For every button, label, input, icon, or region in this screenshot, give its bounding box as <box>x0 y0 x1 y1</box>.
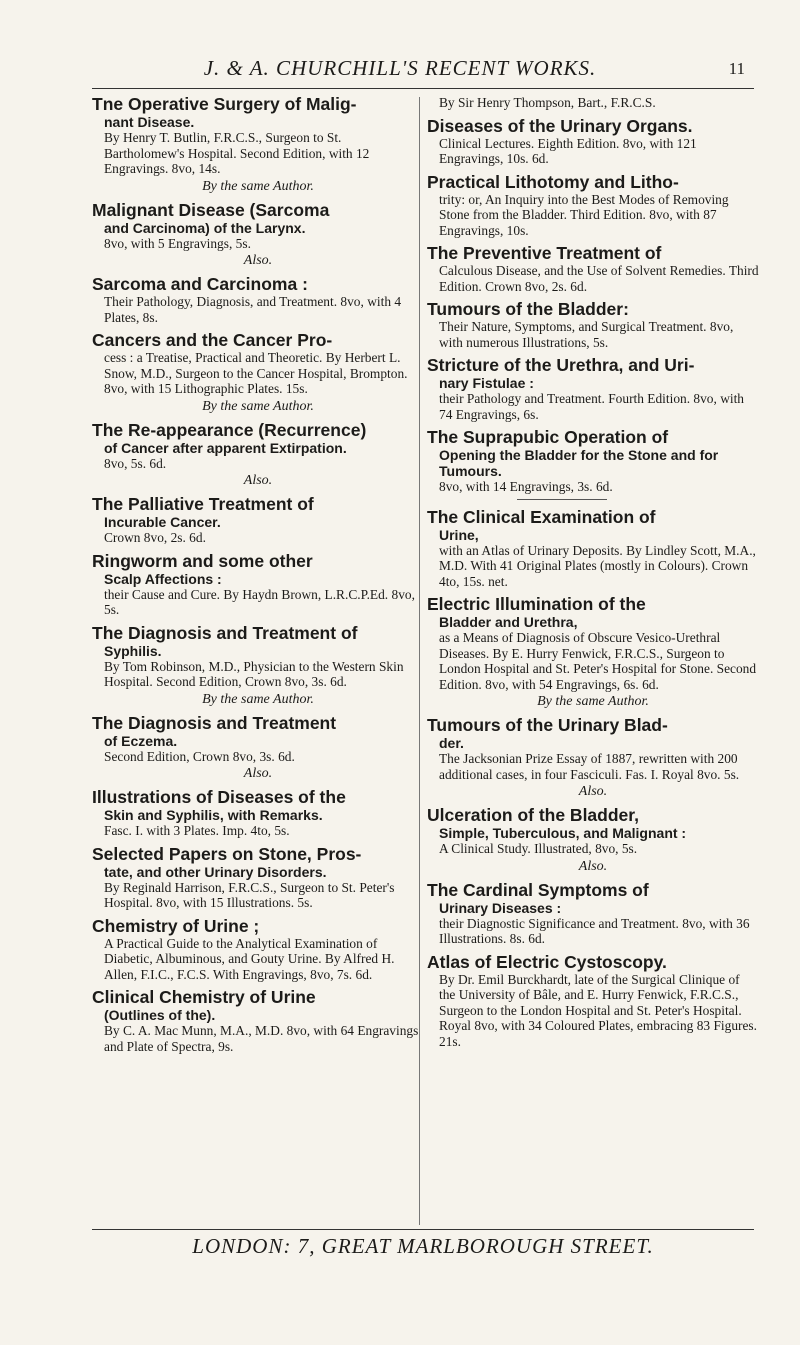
book-title: The Clinical Examination of <box>427 506 656 527</box>
book-title: The Cardinal Symptoms of <box>427 879 649 900</box>
book-description: 8vo, 5s. 6d. <box>104 455 167 471</box>
book-entry <box>427 806 759 875</box>
book-description: By Tom Robinson, M.D., Physician to the Western Skin Hospital. Second Edition, Crown 8vo, 3s. 6d. <box>104 658 404 689</box>
book-subtitle: Urine, <box>439 526 479 543</box>
book-subtitle: Scalp Affections : <box>104 570 222 587</box>
book-description: The Jacksonian Prize Essay of 1887, rewritten with 200 additional cases, in four Fasciculi. Fas. I. Royal 8vo. 5s. <box>439 751 740 782</box>
book-description: their Diagnostic Significance and Treatment. 8vo, with 36 Illustrations. 8s. 6d. <box>439 915 750 946</box>
book-entry <box>92 275 424 325</box>
book-entry <box>427 953 759 1050</box>
book-subtitle: Simple, Tuberculous, and Malignant : <box>439 825 687 841</box>
book-title: The Diagnosis and Treatment of <box>92 622 358 643</box>
attribution-note: Also. <box>243 473 273 488</box>
attribution-note: By the same Author. <box>537 694 649 709</box>
book-title: Stricture of the Urethra, and Uri- <box>427 355 695 375</box>
book-title: The Preventive Treatment of <box>427 243 662 263</box>
book-subtitle: Syphilis. <box>104 642 162 659</box>
book-subtitle: Skin and Syphilis, with Remarks. <box>104 807 323 823</box>
book-subtitle: Urinary Diseases : <box>439 899 562 916</box>
column-divider <box>419 97 420 1225</box>
book-description: as a Means of Diagnosis of Obscure Vesico-Urethral Diseases. By E. Hurry Fenwick, F.R.C.S., Surgeon to London Hospital and St. Peter's Hospital for Stone. Second Edition. 8vo, with 54 Engravings, 6s. 6d. <box>439 630 757 692</box>
book-title: Chemistry of Urine ; <box>92 915 260 936</box>
book-description: A Practical Guide to the Analytical Examination of Diabetic, Albuminous, and Gouty Urine. By Alfred H. Allen, F.I.C., F.C.S. With Engravings, 8vo, 7s. 6d. <box>104 935 395 982</box>
book-description: 8vo, with 5 Engravings, 5s. <box>104 235 251 251</box>
book-title: The Suprapubic Operation of <box>427 427 669 447</box>
attribution-note: By the same Author. <box>202 178 314 194</box>
book-title: The Diagnosis and Treatment <box>92 712 337 733</box>
book-title: Atlas of Electric Cystoscopy. <box>427 951 667 972</box>
book-title: The Re-appearance (Recurrence) <box>92 419 367 440</box>
book-entry <box>427 508 759 590</box>
book-description: their Pathology and Treatment. Fourth Edition. 8vo, with 74 Engravings, 6s. <box>439 391 744 422</box>
book-description: Clinical Lectures. Eighth Edition. 8vo, with 121 Engravings, 10s. 6d. <box>439 135 697 166</box>
book-subtitle: nant Disease. <box>104 114 195 130</box>
book-entry <box>92 331 424 415</box>
attribution-note: By the same Author. <box>202 691 314 707</box>
book-description: By C. A. Mac Munn, M.A., M.D. 8vo, with 64 Engravings and Plate of Spectra, 9s. <box>104 1023 419 1054</box>
book-entry <box>92 552 424 618</box>
book-entry <box>427 117 759 167</box>
book-title: The Palliative Treatment of <box>92 494 314 514</box>
book-title: Ringworm and some other <box>92 550 313 571</box>
book-title: Illustrations of Diseases of the <box>92 787 346 807</box>
book-entry <box>427 95 759 111</box>
book-entry <box>92 495 424 546</box>
book-description: 8vo, with 14 Engravings, 3s. 6d. <box>439 479 613 494</box>
book-description: with an Atlas of Urinary Deposits. By Lindley Scott, M.A., M.D. With 41 Original Plates (mostly in Colours). Crown 4to, 15s. net. <box>439 542 756 589</box>
page-number: 11 <box>728 59 745 78</box>
book-subtitle: of Cancer after apparent Extirpation. <box>104 439 347 456</box>
book-description: Their Nature, Symptoms, and Surgical Treatment. 8vo, with numerous Illustrations, 5s. <box>439 319 734 350</box>
book-title: Ulceration of the Bladder, <box>427 805 639 825</box>
book-description: trity: or, An Inquiry into the Best Modes of Removing Stone from the Bladder. Third Edition. 8vo, with 87 Engravings, 10s. <box>439 191 729 238</box>
section-rule <box>517 499 607 500</box>
book-entry <box>427 244 759 294</box>
book-description: A Clinical Study. Illustrated, 8vo, 5s. <box>439 841 638 856</box>
book-entry <box>427 356 759 422</box>
book-entry <box>427 300 759 350</box>
book-subtitle: tate, and other Urinary Disorders. <box>104 863 327 880</box>
book-description: Fasc. I. with 3 Plates. Imp. 4to, 5s. <box>104 823 290 838</box>
book-title: Sarcoma and Carcinoma : <box>92 274 308 294</box>
attribution-note: Also. <box>243 766 273 781</box>
attribution-note: Also. <box>243 253 273 268</box>
book-description: cess : a Treatise, Practical and Theoretic. By Herbert L. Snow, M.D., Surgeon to the Cancer Hospital, Brompton. 8vo, with 15 Lithographic Plates. 15s. <box>104 350 408 396</box>
book-title: Clinical Chemistry of Urine <box>92 987 316 1007</box>
footer-imprint: LONDON: 7, GREAT MARLBOROUGH STREET. <box>92 1229 754 1259</box>
book-entry <box>92 201 424 270</box>
book-subtitle: der. <box>439 735 464 751</box>
book-title: Tne Operative Surgery of Malig- <box>92 94 357 114</box>
book-title: Diseases of the Urinary Organs. <box>427 115 693 136</box>
book-subtitle: Bladder and Urethra, <box>439 614 578 630</box>
book-title: Electric Illumination of the <box>427 594 646 614</box>
book-title: Practical Lithotomy and Litho- <box>427 171 679 192</box>
book-title: Selected Papers on Stone, Pros- <box>92 843 362 864</box>
book-entry <box>92 421 424 490</box>
book-entry <box>92 95 424 195</box>
book-description: Crown 8vo, 2s. 6d. <box>104 530 206 545</box>
book-description: By Reginald Harrison, F.R.C.S., Surgeon to St. Peter's Hospital. 8vo, with 15 Illustrations. 5s. <box>104 879 395 910</box>
book-subtitle: Opening the Bladder for the Stone and for Tumours. <box>439 447 719 479</box>
book-title: Cancers and the Cancer Pro- <box>92 330 333 350</box>
book-description: By Sir Henry Thompson, Bart., F.R.C.S. <box>439 95 656 110</box>
header-title: J. & A. CHURCHILL'S RECENT WORKS. <box>203 56 597 80</box>
book-entry <box>92 788 424 839</box>
book-subtitle: of Eczema. <box>104 732 178 749</box>
book-description: Their Pathology, Diagnosis, and Treatment. 8vo, with 4 Plates, 8s. <box>104 294 402 325</box>
attribution-note: By the same Author. <box>202 398 314 414</box>
book-description: their Cause and Cure. By Haydn Brown, L.R.C.P.Ed. 8vo, 5s. <box>104 586 415 617</box>
book-description: Calculous Disease, and the Use of Solvent Remedies. Third Edition. Crown 8vo, 2s. 6d. <box>439 263 759 294</box>
book-entry <box>92 845 424 911</box>
book-entry <box>92 988 424 1054</box>
right-column <box>427 95 759 1055</box>
book-entry <box>427 716 759 800</box>
book-entry <box>92 714 424 783</box>
attribution-note: Also. <box>578 858 608 874</box>
book-subtitle: and Carcinoma) of the Larynx. <box>104 219 306 236</box>
book-subtitle: nary Fistulae : <box>439 375 534 391</box>
book-entry <box>427 595 759 710</box>
book-entry <box>427 428 759 500</box>
book-entry <box>92 917 424 983</box>
book-title: Malignant Disease (Sarcoma <box>92 199 330 220</box>
book-title: Tumours of the Bladder: <box>427 299 629 319</box>
book-description: Second Edition, Crown 8vo, 3s. 6d. <box>104 748 295 764</box>
running-header <box>0 56 800 81</box>
book-title: Tumours of the Urinary Blad- <box>427 715 668 735</box>
book-subtitle: Incurable Cancer. <box>104 514 221 530</box>
book-entry <box>92 624 424 708</box>
header-rule <box>92 88 754 89</box>
left-column <box>92 95 424 1060</box>
book-entry <box>427 173 759 239</box>
book-description: By Dr. Emil Burckhardt, late of the Surgical Clinique of the University of Bâle, and E. Hurry Fenwick, F.R.C.S., Surgeon to the London Hospital and St. Peter's Hospital. Royal 8vo, with 34 Coloured Plates, embracing 83 Figures. 21s. <box>439 971 757 1049</box>
book-entry <box>427 881 759 947</box>
book-description: By Henry T. Butlin, F.R.C.S., Surgeon to St. Bartholomew's Hospital. Second Edition, with 12 Engravings. 8vo, 14s. <box>104 130 370 176</box>
book-subtitle: (Outlines of the). <box>104 1007 216 1023</box>
attribution-note: Also. <box>578 784 608 799</box>
